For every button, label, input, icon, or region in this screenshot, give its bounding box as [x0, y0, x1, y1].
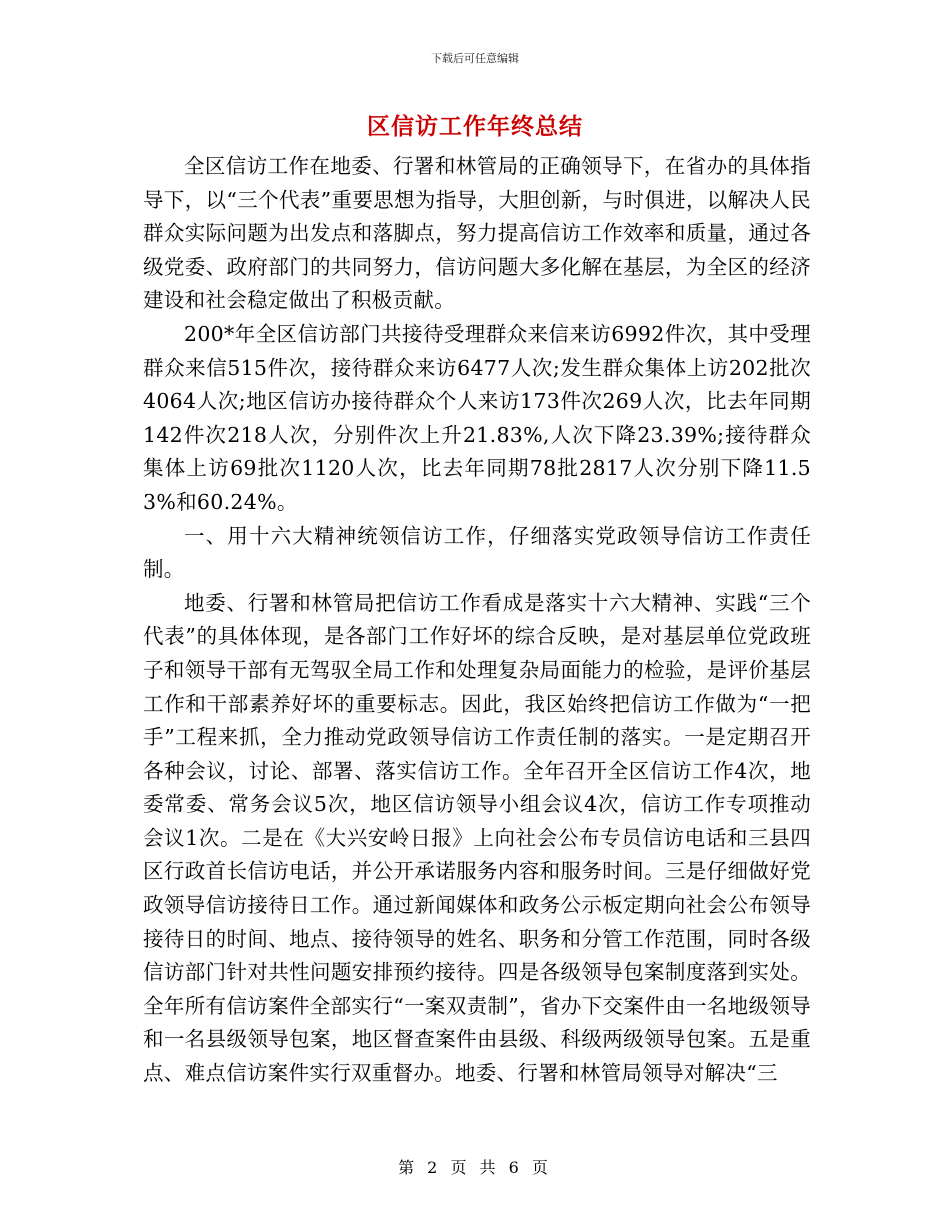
section-heading-1: 一、用十六大精神统领信访工作，仔细落实党政领导信访工作责任制。	[143, 523, 811, 582]
paragraph-section-1-body: 地委、行署和林管局把信访工作看成是落实十六大精神、实践“三个代表”的具体体现，是各部门工作好坏的综合反映，是对基层单位党政班子和领导干部有无驾驭全局工作和处理复杂局面能力的检验，是评价基层工作和干部素养好坏的重要标志。因此，我区始终把信访工作做为“一把手”工程来抓，全力推动党政领导信访工作责任制的落实。一是定期召开各种会议，讨论、部署、落实信访工作。全年召开全区信访工作4次，地委常委、常务会议5次，地区信访领导小组会议4次，信访工作专项推动会议1次。二是在《大兴安岭日报》上向社会公布专员信访电话和三县四区行政首长信访电话，并公开承诺服务内容和服务时间。三是仔细做好党政领导信访接待日工作。通过新闻媒体和政务公示板定期向社会公布领导接待日的时间、地点、接待领导的姓名、职务和分管工作范围，同时各级信访部门针对共性问题安排预约接待。四是各级领导包案制度落到实处。全年所有信访案件全部实行“一案双责制”，省办下交案件由一名地级领导和一名县级领导包案，地区督查案件由县级、科级两级领导包案。五是重点、难点信访案件实行双重督办。地委、行署和林管局领导对解决“三	[143, 590, 811, 1086]
paragraph-statistics: 200*年全区信访部门共接待受理群众来信来访6992件次，其中受理群众来信515件次，接待群众来访6477人次;发生群众集体上访202批次4064人次;地区信访办接待群众个人来访173件次269人次，比去年同期142件次218人次，分别件次上升21.83%,人次下降23.39%;接待群众集体上访69批次1120人次，比去年同期78批2817人次分别下降11.53%和60.24%。	[143, 321, 811, 514]
page-number: 第 2 页 共 6 页	[398, 1158, 552, 1177]
paragraph-intro: 全区信访工作在地委、行署和林管局的正确领导下，在省办的具体指导下，以“三个代表”重要思想为指导，大胆创新，与时俱进，以解决人民群众实际问题为出发点和落脚点，努力提高信访工作效率和质量，通过各级党委、政府部门的共同努力，信访问题大多化解在基层，为全区的经济建设和社会稳定做出了积极贡献。	[143, 154, 811, 313]
document-title: 区信访工作年终总结	[367, 113, 583, 140]
page-header-note: 下载后可任意编辑	[431, 52, 519, 65]
document-body	[143, 150, 811, 1091]
